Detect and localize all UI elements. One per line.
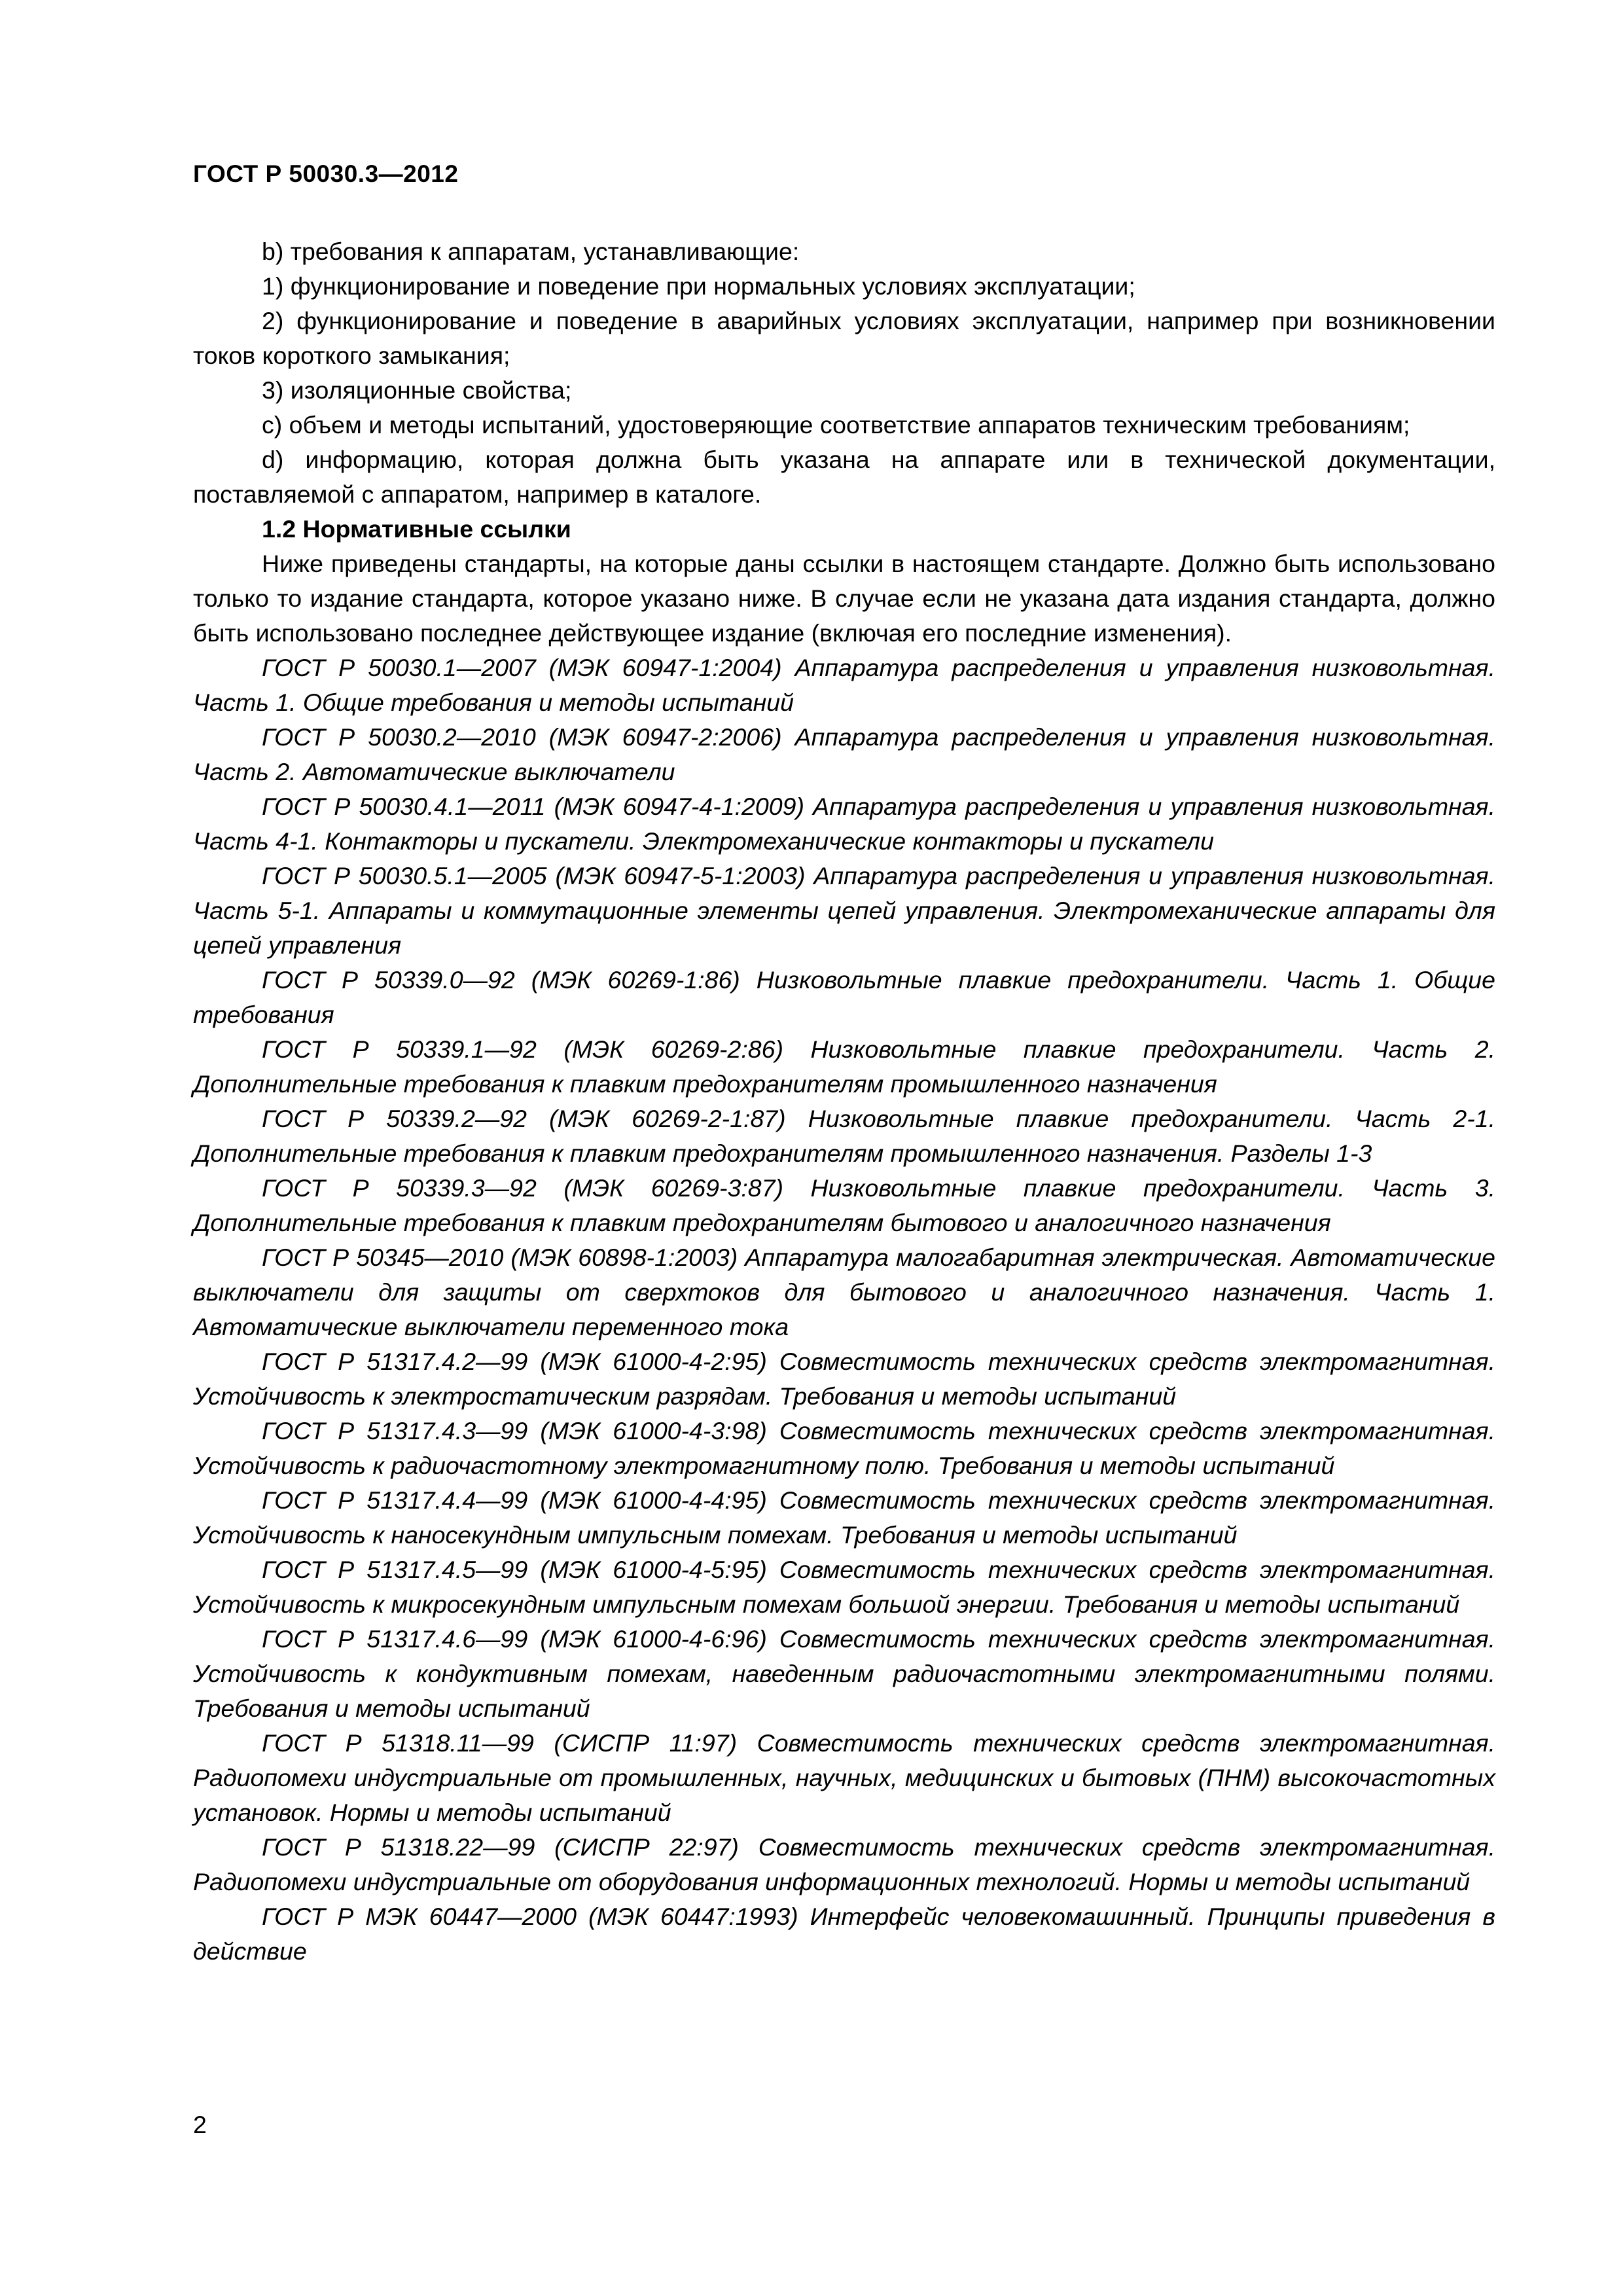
reference-item: ГОСТ Р 50030.5.1—2005 (МЭК 60947-5-1:2003) Аппаратура распределения и управления низковольтная. Часть 5-1. Аппараты и коммутационные элементы цепей управления. Электромеханические аппараты для цепей управления <box>193 862 1495 959</box>
document-header: ГОСТ Р 50030.3—2012 <box>193 160 459 187</box>
section-intro: Ниже приведены стандарты, на которые даны ссылки в настоящем стандарте. Должно быть использовано только то издание стандарта, которое указано ниже. В случае если не указана дата издания стандарта, должно быть использовано последнее действующее издание (включая его последние изменения). <box>193 550 1495 647</box>
reference-item: ГОСТ Р 50339.0—92 (МЭК 60269-1:86) Низковольтные плавкие предохранители. Часть 1. Общие требования <box>193 966 1495 1028</box>
list-item: d) информацию, которая должна быть указана на аппарате или в технической документации, поставляемой с аппаратом, например в каталоге. <box>193 446 1495 508</box>
reference-item: ГОСТ Р МЭК 60447—2000 (МЭК 60447:1993) Интерфейс человекомашинный. Принципы приведения в действие <box>193 1903 1495 1965</box>
reference-item: ГОСТ Р 51318.11—99 (СИСПР 11:97) Совместимость технических средств электромагнитная. Радиопомехи индустриальные от промышленных, научных, медицинских и бытовых (ПНМ) высокочастотных установок. Нормы и методы испытаний <box>193 1729 1495 1826</box>
reference-item: ГОСТ Р 50339.3—92 (МЭК 60269-3:87) Низковольтные плавкие предохранители. Часть 3. Дополнительные требования к плавким предохранителям бытового и аналогичного назначения <box>193 1174 1495 1236</box>
reference-item: ГОСТ Р 50030.1—2007 (МЭК 60947-1:2004) Аппаратура распределения и управления низковольтная. Часть 1. Общие требования и методы испытаний <box>193 654 1495 716</box>
list-item: b) требования к аппаратам, устанавливающие: <box>262 238 800 265</box>
list-item: 1) функционирование и поведение при нормальных условиях эксплуатации; <box>262 272 1135 300</box>
list-item: 2) функционирование и поведение в аварийных условиях эксплуатации, например при возникновении токов короткого замыкания; <box>193 307 1495 369</box>
section-heading: 1.2 Нормативные ссылки <box>262 515 571 543</box>
list-item: 3) изоляционные свойства; <box>262 376 572 404</box>
list-item: c) объем и методы испытаний, удостоверяющие соответствие аппаратов техническим требованиям; <box>262 411 1410 439</box>
page-number: 2 <box>193 2111 207 2138</box>
reference-item: ГОСТ Р 51317.4.3—99 (МЭК 61000-4-3:98) Совместимость технических средств электромагнитная. Устойчивость к радиочастотному электромагнитному полю. Требования и методы испытаний <box>193 1417 1495 1479</box>
reference-item: ГОСТ Р 50030.4.1—2011 (МЭК 60947-4-1:2009) Аппаратура распределения и управления низковольтная. Часть 4-1. Контакторы и пускатели. Электромеханические контакторы и пускатели <box>193 793 1495 855</box>
reference-item: ГОСТ Р 51317.4.2—99 (МЭК 61000-4-2:95) Совместимость технических средств электромагнитная. Устойчивость к электростатическим разрядам. Требования и методы испытаний <box>193 1348 1495 1410</box>
reference-item: ГОСТ Р 50030.2—2010 (МЭК 60947-2:2006) Аппаратура распределения и управления низковольтная. Часть 2. Автоматические выключатели <box>193 723 1495 785</box>
document-body <box>193 234 1495 1969</box>
reference-item: ГОСТ Р 51317.4.5—99 (МЭК 61000-4-5:95) Совместимость технических средств электромагнитная. Устойчивость к микросекундным импульсным помехам большой энергии. Требования и методы испытаний <box>193 1556 1495 1618</box>
reference-item: ГОСТ Р 51317.4.4—99 (МЭК 61000-4-4:95) Совместимость технических средств электромагнитная. Устойчивость к наносекундным импульсным помехам. Требования и методы испытаний <box>193 1486 1495 1549</box>
reference-item: ГОСТ Р 50339.1—92 (МЭК 60269-2:86) Низковольтные плавкие предохранители. Часть 2. Дополнительные требования к плавким предохранителям промышленного назначения <box>193 1035 1495 1098</box>
reference-item: ГОСТ Р 51318.22—99 (СИСПР 22:97) Совместимость технических средств электромагнитная. Радиопомехи индустриальные от оборудования информационных технологий. Нормы и методы испытаний <box>193 1833 1495 1895</box>
reference-item: ГОСТ Р 50339.2—92 (МЭК 60269-2-1:87) Низковольтные плавкие предохранители. Часть 2-1. Дополнительные требования к плавким предохранителям промышленного назначения. Разделы 1-3 <box>193 1105 1495 1167</box>
reference-item: ГОСТ Р 51317.4.6—99 (МЭК 61000-4-6:96) Совместимость технических средств электромагнитная. Устойчивость к кондуктивным помехам, наведенным радиочастотными электромагнитными полями. Требования и методы испытаний <box>193 1625 1495 1722</box>
reference-item: ГОСТ Р 50345—2010 (МЭК 60898-1:2003) Аппаратура малогабаритная электрическая. Автоматические выключатели для защиты от сверхтоков для бытового и аналогичного назначения. Часть 1. Автоматические выключатели переменного тока <box>193 1244 1495 1340</box>
